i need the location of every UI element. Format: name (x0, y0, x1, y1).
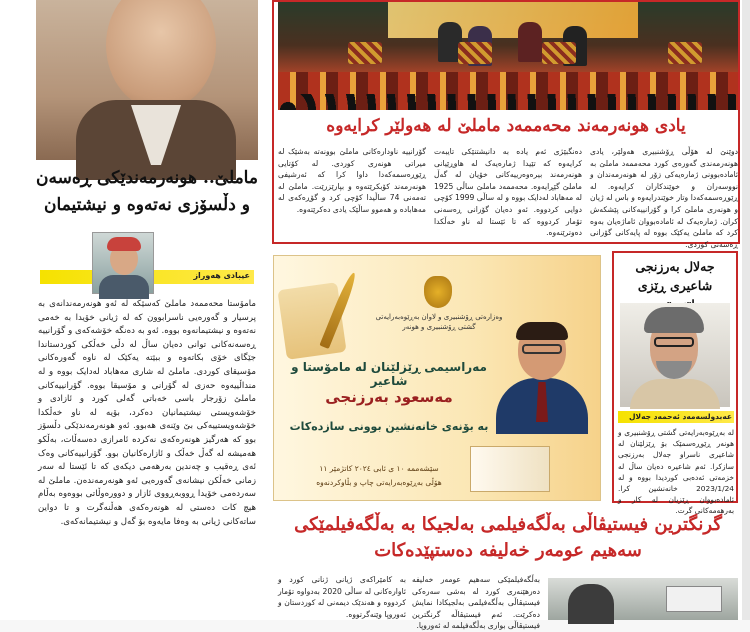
mamle-portrait-photo (36, 0, 258, 160)
side-article-body: لە بەڕێوەبەرایەتی گشتی ڕۆشنبیری و هونەر ڕێوڕەسمێک بۆ ڕێزلێنان لە شاعیری ناسراو جەلال بەرزنجی سازکرا. ئەم شاعیرە دەیان ساڵ لە خزمەتی ئەدەبی کوردیدا بووە و لە 2023/1/24 خانەنشین کرا. ئامادەبووان ڕێزیان لە کار و بەرهەمەکانی گرت. (618, 428, 734, 516)
top-story-col-1: دوێنێ لە هۆڵی ڕۆشنبیری هەولێر، یادی هونەرمەندی گەورەی کورد محەممەد ماملێ بە ئامادەبوونی ژمارەیەکی زۆر لە هونەرمەندان و نووسەران و خوێندکاران کرایەوە. لە ڕێوڕەسمەکەدا وتار خوێندرایەوە و باس لە ژیان و هونەری ماملێ کرا و گۆرانییەکانی پێشکەش کران. ژمارەیەک لە ئامادەبووان ئاماژەیان بەوە کرد کە ماملێ یەکێک بووە لە پایەکانی گۆرانی ڕەسەنی کوردی. (590, 147, 738, 249)
poster-honoree-photo (496, 324, 586, 434)
left-article-body: مامۆستا محەممەد ماملێ کەسێکە لە ئەو هونەرمەندانەی بە پرسیار و گەورەیی ناسرابوون کە لە ژیانی خۆیدا بە خەمی نەتەوە و نیشتیمانەوە بووە. ئەو بە دەنگە خۆشەکەی و گۆرانییە ڕەسەنەکانی توانی دەیان ساڵ لە دڵی خەڵکی کوردستاندا جێگای خۆی بکاتەوە و ببێتە یەکێک لە ناوە گەورەکانی مۆسیقای کوردی. ماملێ لە شاری مەهاباد لەدایک بووە و لە منداڵییەوە حەزی لە گۆرانی و مۆسیقا بووە. گۆرانییەکانی ماملێ زۆرجار باسی خەباتی گەلی کورد و ئازادی و خۆشەویستی نیشتیمانیان دەکرد، بۆیە لە ناو خەڵکدا خۆشەویستییەکی بێ وێنەی هەبوو. ئەو هونەرمەندێکی دڵسۆز بوو کە هەرگیز هونەرەکەی نەکردە ئامرازی دەسەڵات، بەڵکو هەمیشە لە گەڵ خەڵک و ئازارەکانیان بوو. گۆرانییەکانی وەک ئەی ڕەقیب و چەندین بەرهەمی دیکەی کە تا ئێستا لە سەر زمانی خەڵکن نیشانەی گەورەیی ئەو هونەرمەندەن. ماملێ لە سەردەمی خۆیدا ڕووبەڕووی ئازار و دوورەوڵاتی بووەوە بەڵام هیچ کات دەستی لە هونەرەکەی هەڵنەگرت و تا دواین ساتەکانی ژیانی بە وەفا مایەوە بۆ گەل و نیشتیمانەکەی. (38, 299, 256, 527)
poster-line-3: بە بۆنەی خانەنشین بوونی سازدەکات (289, 420, 489, 433)
event-poster (273, 255, 601, 501)
poster-organization: وەزارەتی ڕۆشنبیری و لاوان بەڕێوەبەرایەتی گشتی ڕۆشنبیری و هونەر (375, 313, 503, 331)
top-story-col-3: گۆرانییە ناودارەکانی ماملێ بوونەتە بەشێک لە میراتی هونەری کوردی. لە کۆتایی ڕێوڕەسمەکەدا داوا کرا کە ئەرشیفی هونەرمەند کۆبکرێتەوە و بپارێزرێت. ماملێ لە تەمەنی 74 ساڵیدا کۆچی کرد و گۆڕەکەی لە مەهابادە و هەموو ساڵێک یادی دەکرێتەوە. (278, 147, 426, 214)
bottom-story-col-1: بەڵگەفیلمێکی سەهیم عومەر خەلیفە دەرهێنەری کورد لە بەشی سەرەکی فیستیڤاڵی بەڵگەفیلمی بەلجیکادا نمایش دەکرێت. ئەم فیستیڤاڵە گرنگترین فیستیڤاڵی بواری بەڵگەفیلمە لە ئەوروپا. (412, 575, 540, 631)
page-edge (742, 0, 750, 620)
author-name: عیبادی هەوراز (193, 271, 250, 280)
poster-date: سێشەممە ١٠ ی ئابی ٢٠٢٤ کاتژمێر ١١ (319, 464, 439, 473)
bottom-story-columns (278, 574, 540, 631)
side-article-box (612, 251, 738, 516)
top-story-frame (272, 0, 740, 249)
poster-honoree-name: مەسعود بەرزنجی (325, 388, 453, 406)
top-story-headline: یادی هونەرمەند محەممەد ماملێ لە هەولێر کرایەوە (326, 116, 686, 136)
book-icon (470, 446, 550, 492)
top-story-columns (278, 146, 738, 249)
side-article-title: جەلال بەرزنجی شاعیری ڕێزی (635, 259, 715, 293)
side-author-name: عەبدولسەمەد ئەحمەد جەلال (629, 412, 732, 421)
stage-event-photo (278, 2, 738, 110)
poster-line-1: مەراسیمی ڕێزلێنان لە مامۆستا و شاعیر (291, 360, 487, 388)
author-photo (92, 232, 154, 294)
side-article-photo (620, 303, 730, 407)
bottom-story-photo (548, 578, 738, 620)
top-story-col-2: دەنگبێژی ئەم یادە بە دانیشتنێکی تایبەت کرایەوە کە تێیدا ژمارەیەک لە هاوڕێیانی هونەرمەند بیرەوەرییەکانی خۆیان لە گەڵ ماملێ گێڕایەوە. محەممەد ماملێ ساڵی 1925 لە مەهاباد لەدایک بووە و لە ساڵی 1999 کۆچی دوایی کردووە. ئەو دەیان گۆرانی ڕەسەنی تۆمار کردووە کە تا ئێستا لە ناو خەڵکدا دەوترێنەوە. (434, 147, 582, 238)
bottom-story-headline: گرنگترین فیستیڤاڵی بەڵگەفیلمی بەلجیکا بە بەڵگەفیلمێکی سەهیم عومەر خەلیفە دەستپێدەکات (294, 514, 722, 561)
poster-venue: هۆڵی بەڕێوەبەرایەتی چاپ و بڵاوکردنەوە (316, 478, 442, 487)
left-column (36, 0, 258, 620)
left-article-title: ماملێ.. هونەرمەندێکی ڕەسەن و دڵسۆزی نەتەوە و نیشتیمان (36, 168, 258, 215)
bottom-story-col-2: بە کامێراکەی ژیانی ژنانی کورد و ئاوارەکانی لە ساڵی 2020 بەدواوە تۆمار کردووە و هەندێک دیمەنی لە کوردستان و ئەوروپا وێنەگرتووە. (278, 575, 406, 619)
emblem-icon (424, 276, 452, 308)
